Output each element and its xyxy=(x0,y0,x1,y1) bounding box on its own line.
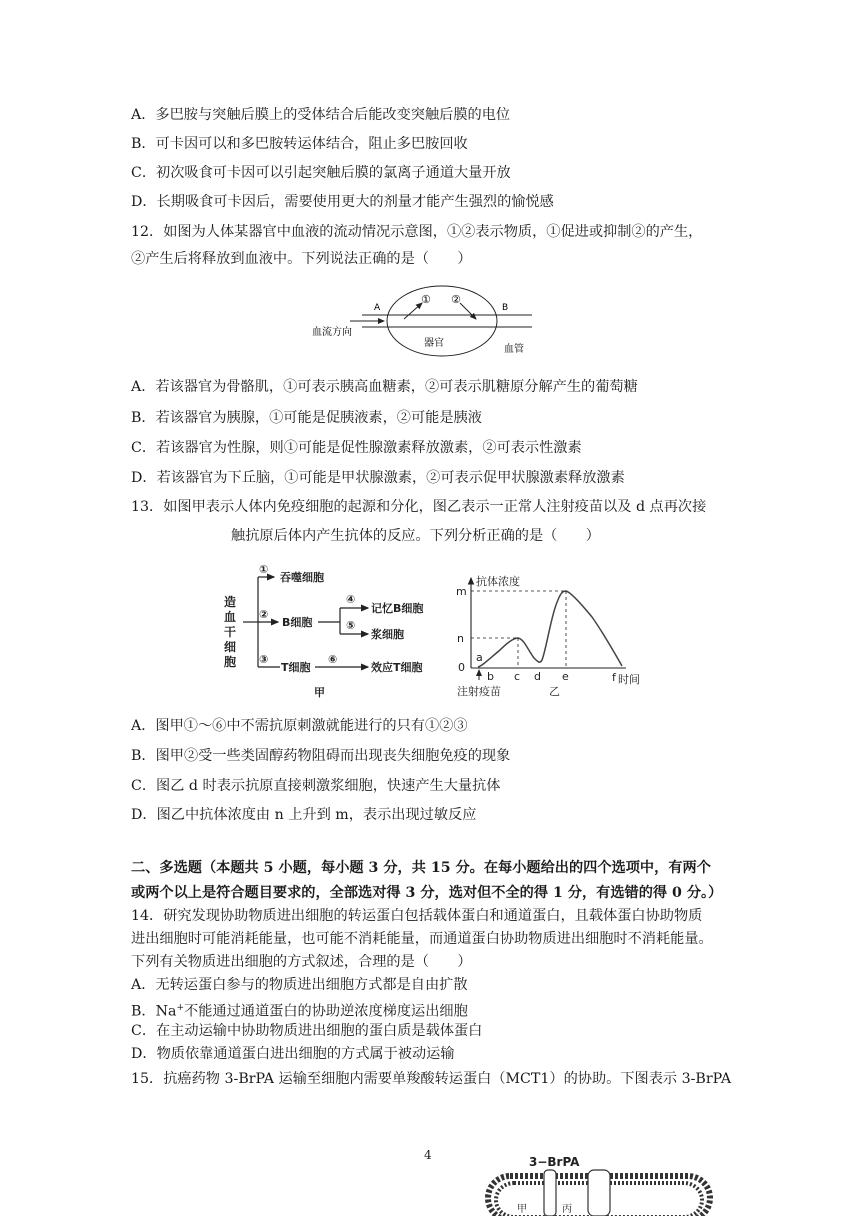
q13-stem-line1: 13．如图甲表示人体内免疫细胞的起源和分化，图乙表示一正常人注射疫苗以及 d 点再次接 xyxy=(131,499,707,515)
q11-option-c: C．初次吸食可卡因可以引起突触后膜的氯离子通道大量开放 xyxy=(131,165,511,181)
label-b: B xyxy=(502,303,509,313)
q14-stem-line1: 14．研究发现协助物质进出细胞的转运蛋白包括载体蛋白和通道蛋白，且载体蛋白协助物质 xyxy=(131,908,703,924)
label-n6: ⑥ xyxy=(328,653,338,666)
label-flow-direction: 血流方向 xyxy=(312,327,352,338)
vaccine-label: 注射疫苗 xyxy=(457,685,501,698)
origin-label: 0 xyxy=(458,661,465,674)
label-n4: ④ xyxy=(346,593,356,606)
q13-figure-jia-immune-cell-diagram xyxy=(218,560,440,700)
membrane-channel xyxy=(588,1170,610,1216)
label-n5: ⑤ xyxy=(346,619,356,632)
q13-option-d: D．图乙中抗体浓度由 n 上升到 m，表示出现过敏反应 xyxy=(131,807,477,823)
label-n2: ② xyxy=(259,608,269,621)
label-organ: 器官 xyxy=(424,338,444,349)
label-1: ① xyxy=(421,293,431,306)
fig-label-jia: 甲 xyxy=(517,1204,527,1215)
stem-cell-char-1: 造 xyxy=(224,595,237,609)
point-b: b xyxy=(487,670,494,683)
q14-option-d: D．物质依靠通道蛋白进出细胞的方式属于被动运输 xyxy=(131,1046,455,1062)
caption-yi: 乙 xyxy=(549,685,560,698)
stem-cell-char-3: 干 xyxy=(224,625,237,639)
y-tick-n: n xyxy=(457,632,464,645)
q14-option-a: A．无转运蛋白参与的物质进出细胞方式都是自由扩散 xyxy=(131,977,468,993)
q14-option-b xyxy=(131,998,468,1022)
fig-label-bing: 丙 xyxy=(562,1204,572,1215)
stem-cell-char-2: 血 xyxy=(224,610,237,624)
q14-stem-line3: 下列有关物质进出细胞的方式叙述，合理的是（ ） xyxy=(131,954,472,970)
q12-option-d: D．若该器官为下丘脑，①可能是甲状腺激素，②可表示促甲状腺激素释放激素 xyxy=(131,470,625,486)
q13-option-c: C．图乙 d 时表示抗原直接刺激浆细胞，快速产生大量抗体 xyxy=(131,778,501,794)
q11-option-a: A．多巴胺与突触后膜上的受体结合后能改变突触后膜的电位 xyxy=(131,107,511,123)
label-n1: ① xyxy=(259,563,269,576)
caption-jia: 甲 xyxy=(314,686,325,699)
q11-option-b: B．可卡因可以和多巴胺转运体结合，阻止多巴胺回收 xyxy=(131,136,468,152)
page-number: 4 xyxy=(424,1148,432,1162)
q12-stem-line1: 12．如图为人体某器官中血液的流动情况示意图，①②表示物质，①促进或抑制②的产生， xyxy=(131,224,703,240)
stem-cell-char-4: 细 xyxy=(224,640,237,654)
q12-stem-line2: ②产生后将释放到血液中。下列说法正确的是（ ） xyxy=(131,251,472,267)
q14-option-c: C．在主动运输中协助物质进出细胞的蛋白质是载体蛋白 xyxy=(131,1023,483,1039)
q12-blood-flow-diagram xyxy=(312,283,542,361)
membrane-protein xyxy=(544,1170,556,1216)
section2-heading-line2: 或两个以上是符合题目要求的，全部选对得 3 分，选对但不全的得 1 分，有选错的得 0 分。） xyxy=(131,885,723,901)
section2-heading-line1: 二、多选题（本题共 5 小题，每小题 3 分，共 15 分。在每小题给出的四个选项中，有两个 xyxy=(131,860,711,876)
q12-option-c: C．若该器官为性腺，则①可能是促性腺激素释放激素，②可表示性激素 xyxy=(131,440,582,456)
point-d: d xyxy=(534,670,541,683)
label-plasma-cell: 浆细胞 xyxy=(371,628,404,641)
stem-cell-char-5: 胞 xyxy=(224,655,237,669)
y-tick-m: m xyxy=(456,585,467,598)
point-f: f xyxy=(612,671,616,684)
q14-option-b-text: 不能通过通道蛋白的协助逆浓度梯度运出细胞 xyxy=(184,1003,468,1020)
label-2: ② xyxy=(451,293,461,306)
label-memory-b-cell: 记忆B细胞 xyxy=(371,602,424,615)
q13-stem-line2: 触抗原后体内产生抗体的反应。下列分析正确的是（ ） xyxy=(231,528,600,544)
q13-option-a: A．图甲①～⑥中不需抗原刺激就能进行的只有①②③ xyxy=(131,718,468,734)
q15-membrane-figure-partial xyxy=(484,1150,714,1216)
label-a: A xyxy=(374,303,381,313)
antibody-curve xyxy=(478,591,622,667)
point-c: c xyxy=(514,670,521,683)
fig-label-3brpa: 3−BrPA xyxy=(529,1155,580,1169)
point-a: a xyxy=(476,651,483,664)
label-phagocyte: 吞噬细胞 xyxy=(280,571,324,584)
q14-stem-line2: 进出细胞时可能消耗能量，也可能不消耗能量，而通道蛋白协助物质进出细胞时不消耗能量。 xyxy=(131,931,713,947)
label-b-cell: B细胞 xyxy=(282,616,313,629)
q13-option-b: B．图甲②受一些类固醇药物阻碍而出现丧失细胞免疫的现象 xyxy=(131,748,511,764)
substance-2-arrow xyxy=(460,303,476,319)
substance-1-arrow xyxy=(404,303,422,319)
label-vessel: 血管 xyxy=(504,344,524,355)
q12-option-a: A．若该器官为骨骼肌，①可表示胰高血糖素，②可表示肌糖原分解产生的葡萄糖 xyxy=(131,379,638,395)
q13-figure-yi-antibody-chart xyxy=(452,572,648,702)
y-axis-label: 抗体浓度 xyxy=(476,575,520,588)
q15-stem-line1: 15．抗癌药物 3-BrPA 运输至细胞内需要单羧酸转运蛋白（MCT1）的协助。下图表示 3-BrPA xyxy=(131,1071,732,1087)
q12-option-b: B．若该器官为胰腺，①可能是促胰液素，②可能是胰液 xyxy=(131,410,482,426)
q14-option-b-superscript: + xyxy=(176,1003,185,1013)
label-effector-t-cell: 效应T细胞 xyxy=(371,661,423,674)
label-n3: ③ xyxy=(259,653,269,666)
x-axis-label: 时间 xyxy=(618,673,640,686)
q14-option-b-prefix: B．Na xyxy=(131,1003,177,1020)
q11-option-d: D．长期吸食可卡因后，需要使用更大的剂量才能产生强烈的愉悦感 xyxy=(131,194,554,210)
point-e: e xyxy=(562,670,569,683)
label-t-cell: T细胞 xyxy=(281,661,311,674)
